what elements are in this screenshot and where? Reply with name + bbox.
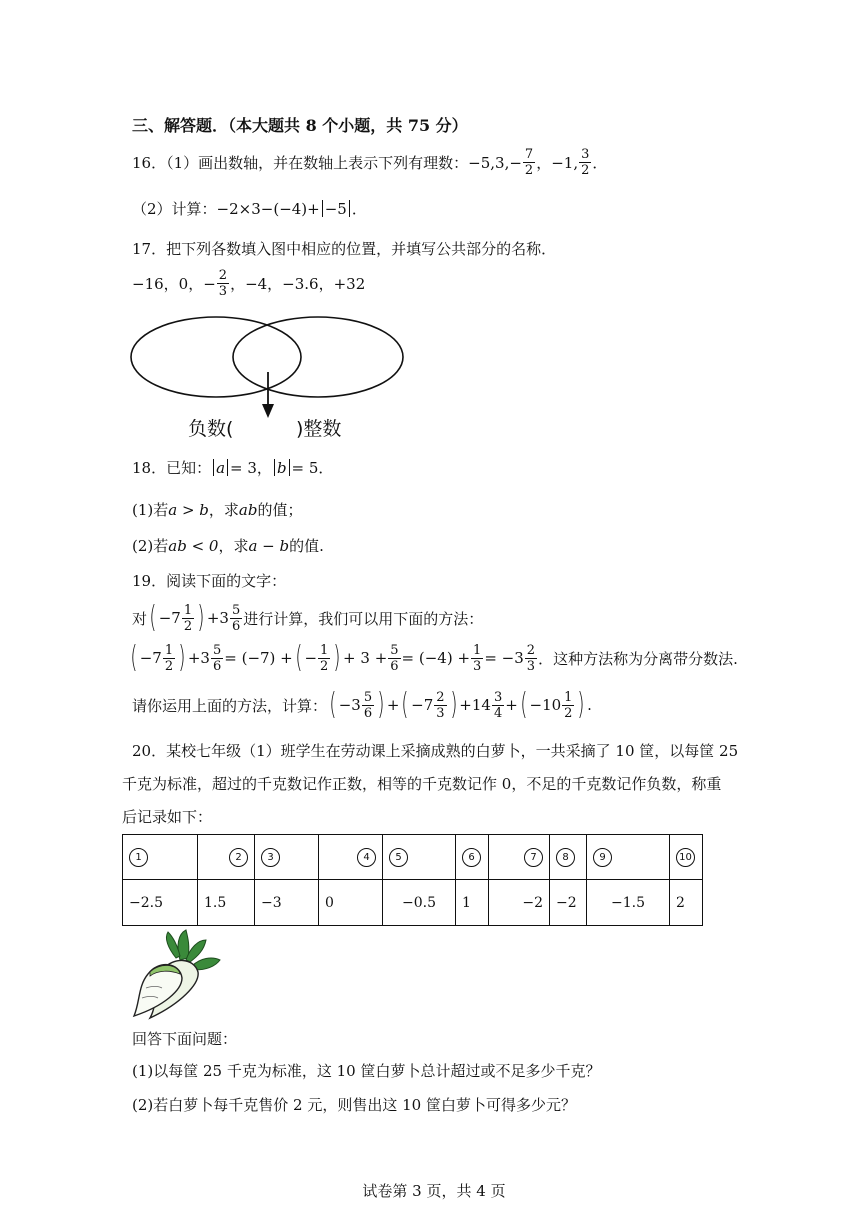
frac-den: 6 — [363, 705, 373, 721]
frac-num: 3 — [581, 147, 590, 162]
circled-number: 5 — [389, 848, 408, 867]
abs-bar — [227, 459, 228, 476]
circled-number: 6 — [462, 848, 481, 867]
abs-bar — [274, 459, 275, 476]
table-row — [123, 880, 703, 926]
frac-num: 7 — [524, 147, 534, 162]
q18-p1-c: 的值； — [257, 501, 303, 519]
circled-number: 2 — [229, 848, 248, 867]
table-row — [123, 835, 703, 880]
frac-den: 2 — [164, 658, 174, 674]
paren-close: ) — [377, 687, 385, 722]
var-b: b — [276, 458, 287, 477]
value-cell: −1.5 — [587, 880, 670, 926]
fraction — [471, 644, 483, 673]
frac-num: 2 — [526, 642, 536, 658]
q16-expr: −2×3−(−4)+ — [216, 199, 320, 218]
q18-p1-b: ，求 — [208, 501, 239, 519]
fraction — [562, 691, 574, 720]
q18-p2-a: (2)若 — [132, 537, 169, 555]
circled-number: 4 — [357, 848, 376, 867]
q19-line3 — [132, 687, 592, 722]
circled-number: 9 — [593, 848, 612, 867]
fraction — [217, 269, 229, 298]
q19-line1 — [132, 600, 484, 635]
header-cell — [587, 835, 670, 880]
header-cell — [456, 835, 489, 880]
paren-close: ) — [577, 687, 585, 722]
frac-den: 3 — [218, 284, 228, 299]
frac-den: 4 — [493, 705, 503, 721]
header-cell — [670, 835, 703, 880]
venn-label-integer: )整数 — [296, 418, 342, 440]
paren-open: ( — [520, 687, 528, 722]
abs-bar — [349, 200, 350, 217]
frac-den: 2 — [564, 705, 573, 721]
paren-close: ) — [197, 600, 205, 635]
q16-abs: −5 — [324, 199, 347, 218]
q18-p2-expr: a − b — [248, 536, 290, 555]
fraction — [434, 691, 446, 720]
q19-l2-f: = −3 — [484, 649, 524, 667]
q19-l3-end: . — [587, 696, 592, 714]
paren-open: ( — [295, 640, 303, 675]
q18-b-val: = 5． — [291, 459, 334, 477]
value-cell: 0 — [319, 880, 383, 926]
value-cell: −0.5 — [383, 880, 456, 926]
q19-l3-m1: −3 — [338, 696, 361, 714]
abs-bar — [289, 459, 290, 476]
q19-line2 — [128, 640, 738, 675]
value-cell: −3 — [255, 880, 319, 926]
paren-close: ) — [449, 687, 457, 722]
q16-part2-label: （2）计算： — [132, 200, 217, 218]
frac-den: 2 — [320, 658, 329, 674]
paren-open: ( — [401, 687, 409, 722]
value-cell: 1 — [456, 880, 489, 926]
fraction — [211, 644, 223, 673]
frac-num: 1 — [320, 642, 329, 658]
paren-open: ( — [149, 600, 157, 635]
q16-sep: ， — [536, 154, 552, 172]
paren-open: ( — [130, 640, 138, 675]
q19-l1-c: 进行计算，我们可以用下面的方法： — [243, 609, 484, 628]
negative-ellipse — [131, 317, 301, 397]
paren-close: ) — [333, 640, 341, 675]
q19-l2-g: ．这种方法称为分离带分数法. — [538, 649, 738, 668]
abs-bar — [322, 200, 323, 217]
frac-num: 5 — [231, 602, 241, 618]
header-cell — [198, 835, 255, 880]
integer-ellipse — [233, 317, 403, 397]
header-cell — [319, 835, 383, 880]
value-cell: 2 — [670, 880, 703, 926]
frac-num: 1 — [564, 689, 573, 705]
fraction — [362, 691, 374, 720]
frac-num: 1 — [183, 602, 193, 618]
q17-nums-b: ，−4，−3.6，+32 — [230, 275, 366, 293]
radish-illustration — [128, 926, 228, 1020]
q17-nums-a: −16，0，− — [132, 275, 216, 293]
q19-l2-c: = (−7) + — [224, 649, 293, 667]
q16-nums-b: −1, — [551, 153, 579, 172]
q17-text: 17．把下列各数填入图中相应的位置，并填写公共部分的名称． — [132, 240, 557, 258]
frac-num: 2 — [218, 268, 228, 283]
value-cell: −2 — [489, 880, 550, 926]
frac-num: 1 — [164, 642, 174, 658]
q18-p2-cond: ab < 0 — [168, 536, 219, 555]
header-cell — [550, 835, 587, 880]
circled-number: 1 — [129, 848, 148, 867]
frac-den: 2 — [524, 163, 534, 178]
q19-l3-b: +14 — [459, 696, 491, 714]
q18-p1-a: (1)若 — [132, 501, 169, 519]
frac-num: 1 — [473, 642, 482, 658]
circled-number: 7 — [524, 848, 543, 867]
q19-l3-m3: −10 — [529, 696, 562, 714]
fraction — [318, 644, 330, 673]
q16-end: ． — [592, 154, 608, 172]
q20-part2: (2)若白萝卜每千克售价 2 元，则售出这 10 筐白萝卜可得多少元？ — [132, 1096, 576, 1114]
q18-p2-b: ，求 — [218, 537, 249, 555]
q19-l2-b: +3 — [187, 649, 210, 667]
fraction — [230, 604, 242, 633]
circled-number: 8 — [556, 848, 575, 867]
q19-l3-a: 请你运用上面的方法，计算： — [132, 696, 328, 715]
var-a: a — [216, 458, 226, 477]
q20-part1: (1)以每筐 25 千克为标准，这 10 筐白萝卜总计超过或不足多少千克？ — [132, 1062, 601, 1080]
frac-den: 3 — [436, 705, 445, 721]
q19-l1-a: 对 — [132, 609, 148, 628]
q16-part1-text: 16．（1）画出数轴，并在数轴上表示下列有理数： — [132, 154, 469, 172]
section-title: 三、解答题．（本大题共 8 个小题，共 75 分） — [132, 116, 468, 135]
q16-part2-end: ． — [351, 200, 367, 218]
header-cell — [255, 835, 319, 880]
record-table — [122, 834, 703, 926]
header-cell — [383, 835, 456, 880]
fraction — [523, 148, 535, 177]
fraction — [525, 644, 537, 673]
q19-l2-m1: −7 — [139, 649, 162, 667]
q19-l2-e: = (−4) + — [401, 649, 471, 667]
q20-line2: 千克为标准，超过的千克数记作正数，相等的千克数记作 0，不足的千克数记作负数，称重 — [122, 775, 722, 793]
q18-label: 18．已知： — [132, 459, 212, 477]
frac-den: 2 — [581, 163, 590, 178]
frac-num: 5 — [212, 642, 222, 658]
q20-line1: 20．某校七年级（1）班学生在劳动课上采摘成熟的白萝卜，一共采摘了 10 筐，以每筐 25 — [132, 742, 739, 760]
q16-nums-a: −5,3,− — [468, 153, 522, 172]
q18-p2-c: 的值. — [289, 537, 324, 555]
frac-den: 6 — [212, 658, 222, 674]
q19-l1-m1: −7 — [158, 609, 181, 627]
q18-part2 — [132, 535, 324, 556]
q20-answer: 回答下面问题： — [132, 1030, 238, 1048]
q18-known — [132, 457, 333, 478]
q19-l3-m2: −7 — [411, 696, 434, 714]
q20-line3: 后记录如下： — [122, 808, 213, 826]
frac-den: 3 — [526, 658, 536, 674]
frac-den: 2 — [183, 618, 193, 634]
fraction — [579, 148, 591, 177]
fraction — [388, 644, 400, 673]
fraction — [182, 604, 194, 633]
frac-den: 6 — [390, 658, 399, 674]
q18-p1-expr: ab — [238, 500, 258, 519]
fraction — [492, 691, 504, 720]
frac-num: 2 — [436, 689, 445, 705]
header-cell — [489, 835, 550, 880]
frac-den: 3 — [473, 658, 482, 674]
page-footer: 试卷第 3 页，共 4 页 — [362, 1182, 506, 1200]
paren-open: ( — [329, 687, 337, 722]
paren-close: ) — [178, 640, 186, 675]
q19-l2-m2: − — [304, 649, 318, 667]
plus: + — [386, 696, 400, 714]
circled-number: 10 — [676, 848, 695, 867]
q19-l1-b: +3 — [206, 609, 229, 627]
plus: + — [505, 696, 518, 714]
frac-num: 5 — [390, 642, 399, 658]
q18-p1-cond: a > b — [168, 500, 209, 519]
header-cell — [123, 835, 198, 880]
fraction — [163, 644, 175, 673]
frac-den: 6 — [231, 618, 241, 634]
venn-label-negative: 负数( — [188, 418, 234, 440]
q19-title: 19．阅读下面的文字： — [132, 572, 287, 590]
value-cell: −2 — [550, 880, 587, 926]
value-cell: 1.5 — [198, 880, 255, 926]
q18-part1 — [132, 499, 302, 520]
q16-part2 — [132, 198, 367, 219]
q16-part1 — [132, 148, 607, 177]
arrow-head-icon — [262, 404, 274, 418]
value-cell: −2.5 — [123, 880, 198, 926]
venn-diagram — [126, 314, 416, 424]
frac-num: 5 — [363, 689, 373, 705]
q19-l2-d: + 3 + — [343, 649, 388, 667]
abs-bar — [213, 459, 214, 476]
frac-num: 3 — [493, 689, 503, 705]
circled-number: 3 — [261, 848, 280, 867]
q18-a-val: = 3， — [230, 459, 272, 477]
q17-numbers — [132, 269, 365, 298]
